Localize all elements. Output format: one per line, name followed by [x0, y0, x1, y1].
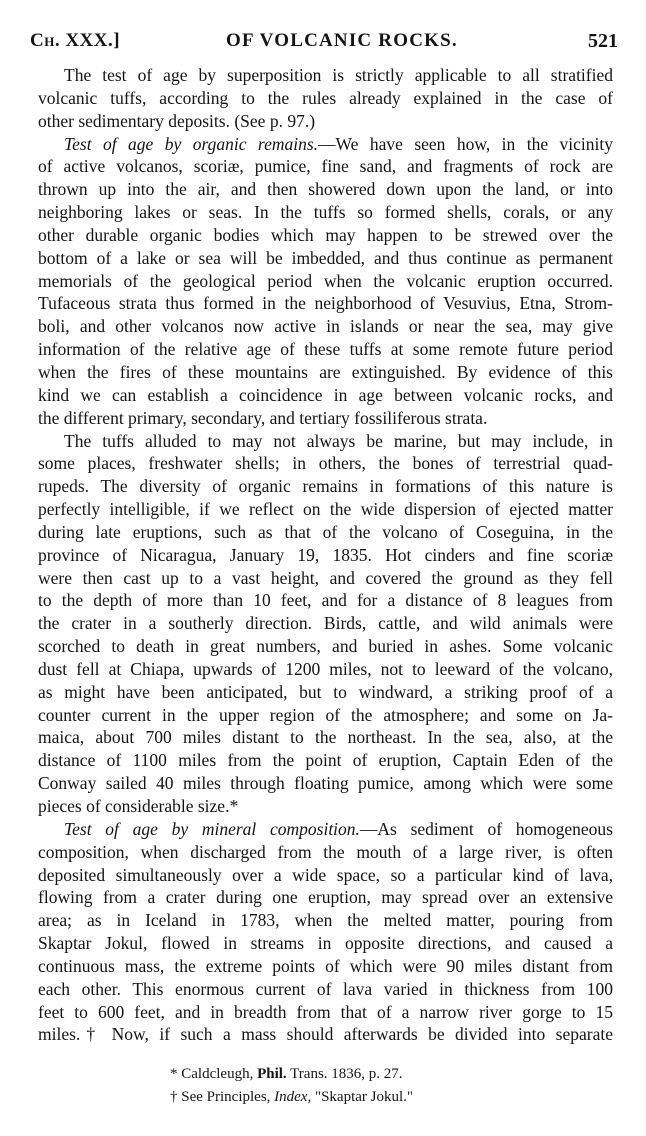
- text-line: continuous mass, the extreme points of which were 90 miles distant from: [38, 955, 613, 976]
- text-line: feet to 600 feet, and in breadth from that of a narrow river gorge to 15: [38, 1001, 613, 1022]
- text-line: boli, and other volcanos now active in islands or near the sea, may give: [38, 316, 613, 337]
- text-line: The test of age by superposition is strictly applicable to all stratified: [64, 65, 613, 85]
- text-line: Conway sailed 40 miles through floating pumice, among which were some: [38, 773, 613, 794]
- text-line: the different primary, secondary, and tertiary fossiliferous strata.: [38, 407, 488, 428]
- text-line: bottom of a lake or sea will be imbedded, and thus continue as permanent: [38, 247, 613, 268]
- text-line: perfectly intelligible, if we reflect on the wide dispersion of ejected matter: [38, 499, 613, 520]
- section-heading-mineral-composition: Test of age by mineral composition.: [64, 818, 360, 839]
- footnote-mark-asterisk: *: [170, 1066, 178, 1082]
- footnotes: [170, 1063, 590, 1109]
- text-line: memorials of the geological period when the volcanic eruption occurred.: [38, 270, 613, 291]
- chapter-reference: Ch. XXX.]: [30, 30, 121, 51]
- text-line: area; as in Iceland in 1783, when the melted matter, pouring from: [38, 910, 613, 931]
- footnote-text: See Principles,: [181, 1089, 271, 1105]
- text-line: when the fires of these mountains are extinguished. By evidence of this: [38, 361, 613, 382]
- footnote-caldcleugh: [170, 1063, 590, 1086]
- text-line: counter current in the upper region of the atmosphere; and some on Ja-: [38, 704, 613, 725]
- footnote-journal-abbrev: Phil.: [257, 1066, 287, 1082]
- text-line: the crater in a southerly direction. Birds, cattle, and wild animals were: [38, 613, 613, 634]
- running-title: OF VOLCANIC ROCKS.: [226, 30, 458, 51]
- text-line: were then cast up to a vast height, and covered the ground as they fell: [38, 567, 613, 588]
- footnote-mark-dagger: †: [170, 1089, 178, 1105]
- text-run: —We have seen how, in the vicinity: [318, 133, 613, 154]
- footnote-text: Trans. 1836, p. 27.: [290, 1066, 403, 1082]
- text-line: flowing from a crater during one eruption, may spread over an extensive: [38, 887, 613, 908]
- text-line: some places, freshwater shells; in others, the bones of terrestrial quad-: [38, 453, 613, 474]
- section-heading-organic-remains: Test of age by organic remains.: [64, 133, 319, 154]
- page-number: 521: [588, 30, 618, 52]
- text-line: scorched to death in great numbers, and buried in ashes. Some volcanic: [38, 636, 613, 657]
- text-line: during late eruptions, such as that of the volcano of Coseguina, in the: [38, 521, 613, 542]
- text-line: province of Nicaragua, January 19, 1835. Hot cinders and fine scoriæ: [38, 544, 613, 565]
- text-line: information of the relative age of these tuffs at some remote future period: [38, 339, 613, 360]
- footnote-text: Caldcleugh,: [181, 1066, 254, 1082]
- text-line: Tufaceous strata thus formed in the neighborhood of Vesuvius, Etna, Strom-: [38, 293, 613, 314]
- text-line: composition, when discharged from the mouth of a large river, is often: [38, 841, 613, 862]
- text-line: distance of 1100 miles from the point of eruption, Captain Eden of the: [38, 750, 613, 771]
- text-line: maica, about 700 miles distant to the northeast. In the sea, also, at the: [38, 727, 613, 748]
- body-text: [38, 64, 613, 1046]
- text-line: other sedimentary deposits. (See p. 97.): [38, 110, 316, 131]
- text-line: each other. This enormous current of lava varied in thickness from 100: [38, 978, 613, 999]
- text-line: Skaptar Jokul, flowed in streams in opposite directions, and caused a: [38, 933, 613, 954]
- text-line: neighboring lakes or seas. In the tuffs so formed shells, corals, or any: [38, 202, 613, 223]
- text-line: dust fell at Chiapa, upwards of 1200 miles, not to leeward of the volcano,: [38, 658, 613, 679]
- text-line: pieces of considerable size.*: [38, 796, 239, 816]
- text-line: as might have been anticipated, but to windward, a striking proof of a: [38, 681, 613, 702]
- text-line: miles.† Now, if such a mass should afterwards be divided into separate: [38, 1024, 613, 1045]
- page-header: [30, 30, 618, 56]
- text-line: deposited simultaneously over a wide space, so a particular kind of lava,: [38, 864, 613, 885]
- footnote-index-term: Index,: [274, 1089, 312, 1105]
- text-line: rupeds. The diversity of organic remains in formations of this nature is: [38, 476, 613, 497]
- text-line: thrown up into the air, and then showered down upon the land, or into: [38, 179, 613, 200]
- text-line: other durable organic bodies which may happen to be strewed over the: [38, 224, 613, 245]
- text-run: —As sediment of homogeneous: [359, 818, 613, 839]
- section-heading-line: [38, 818, 613, 841]
- text-line: to the depth of more than 10 feet, and for a distance of 8 leagues from: [38, 590, 613, 611]
- text-line: of active volcanos, scoriæ, pumice, fine sand, and fragments of rock are: [38, 156, 613, 177]
- text-line: kind we can establish a coincidence in age between volcanic rocks, and: [38, 384, 613, 405]
- text-line: The tuffs alluded to may not always be marine, but may include, in: [64, 430, 613, 451]
- footnote-text: "Skaptar Jokul.": [314, 1089, 414, 1105]
- footnote-principles: [170, 1086, 590, 1109]
- section-heading-line: [38, 133, 613, 156]
- text-line: volcanic tuffs, according to the rules already explained in the case of: [38, 87, 613, 108]
